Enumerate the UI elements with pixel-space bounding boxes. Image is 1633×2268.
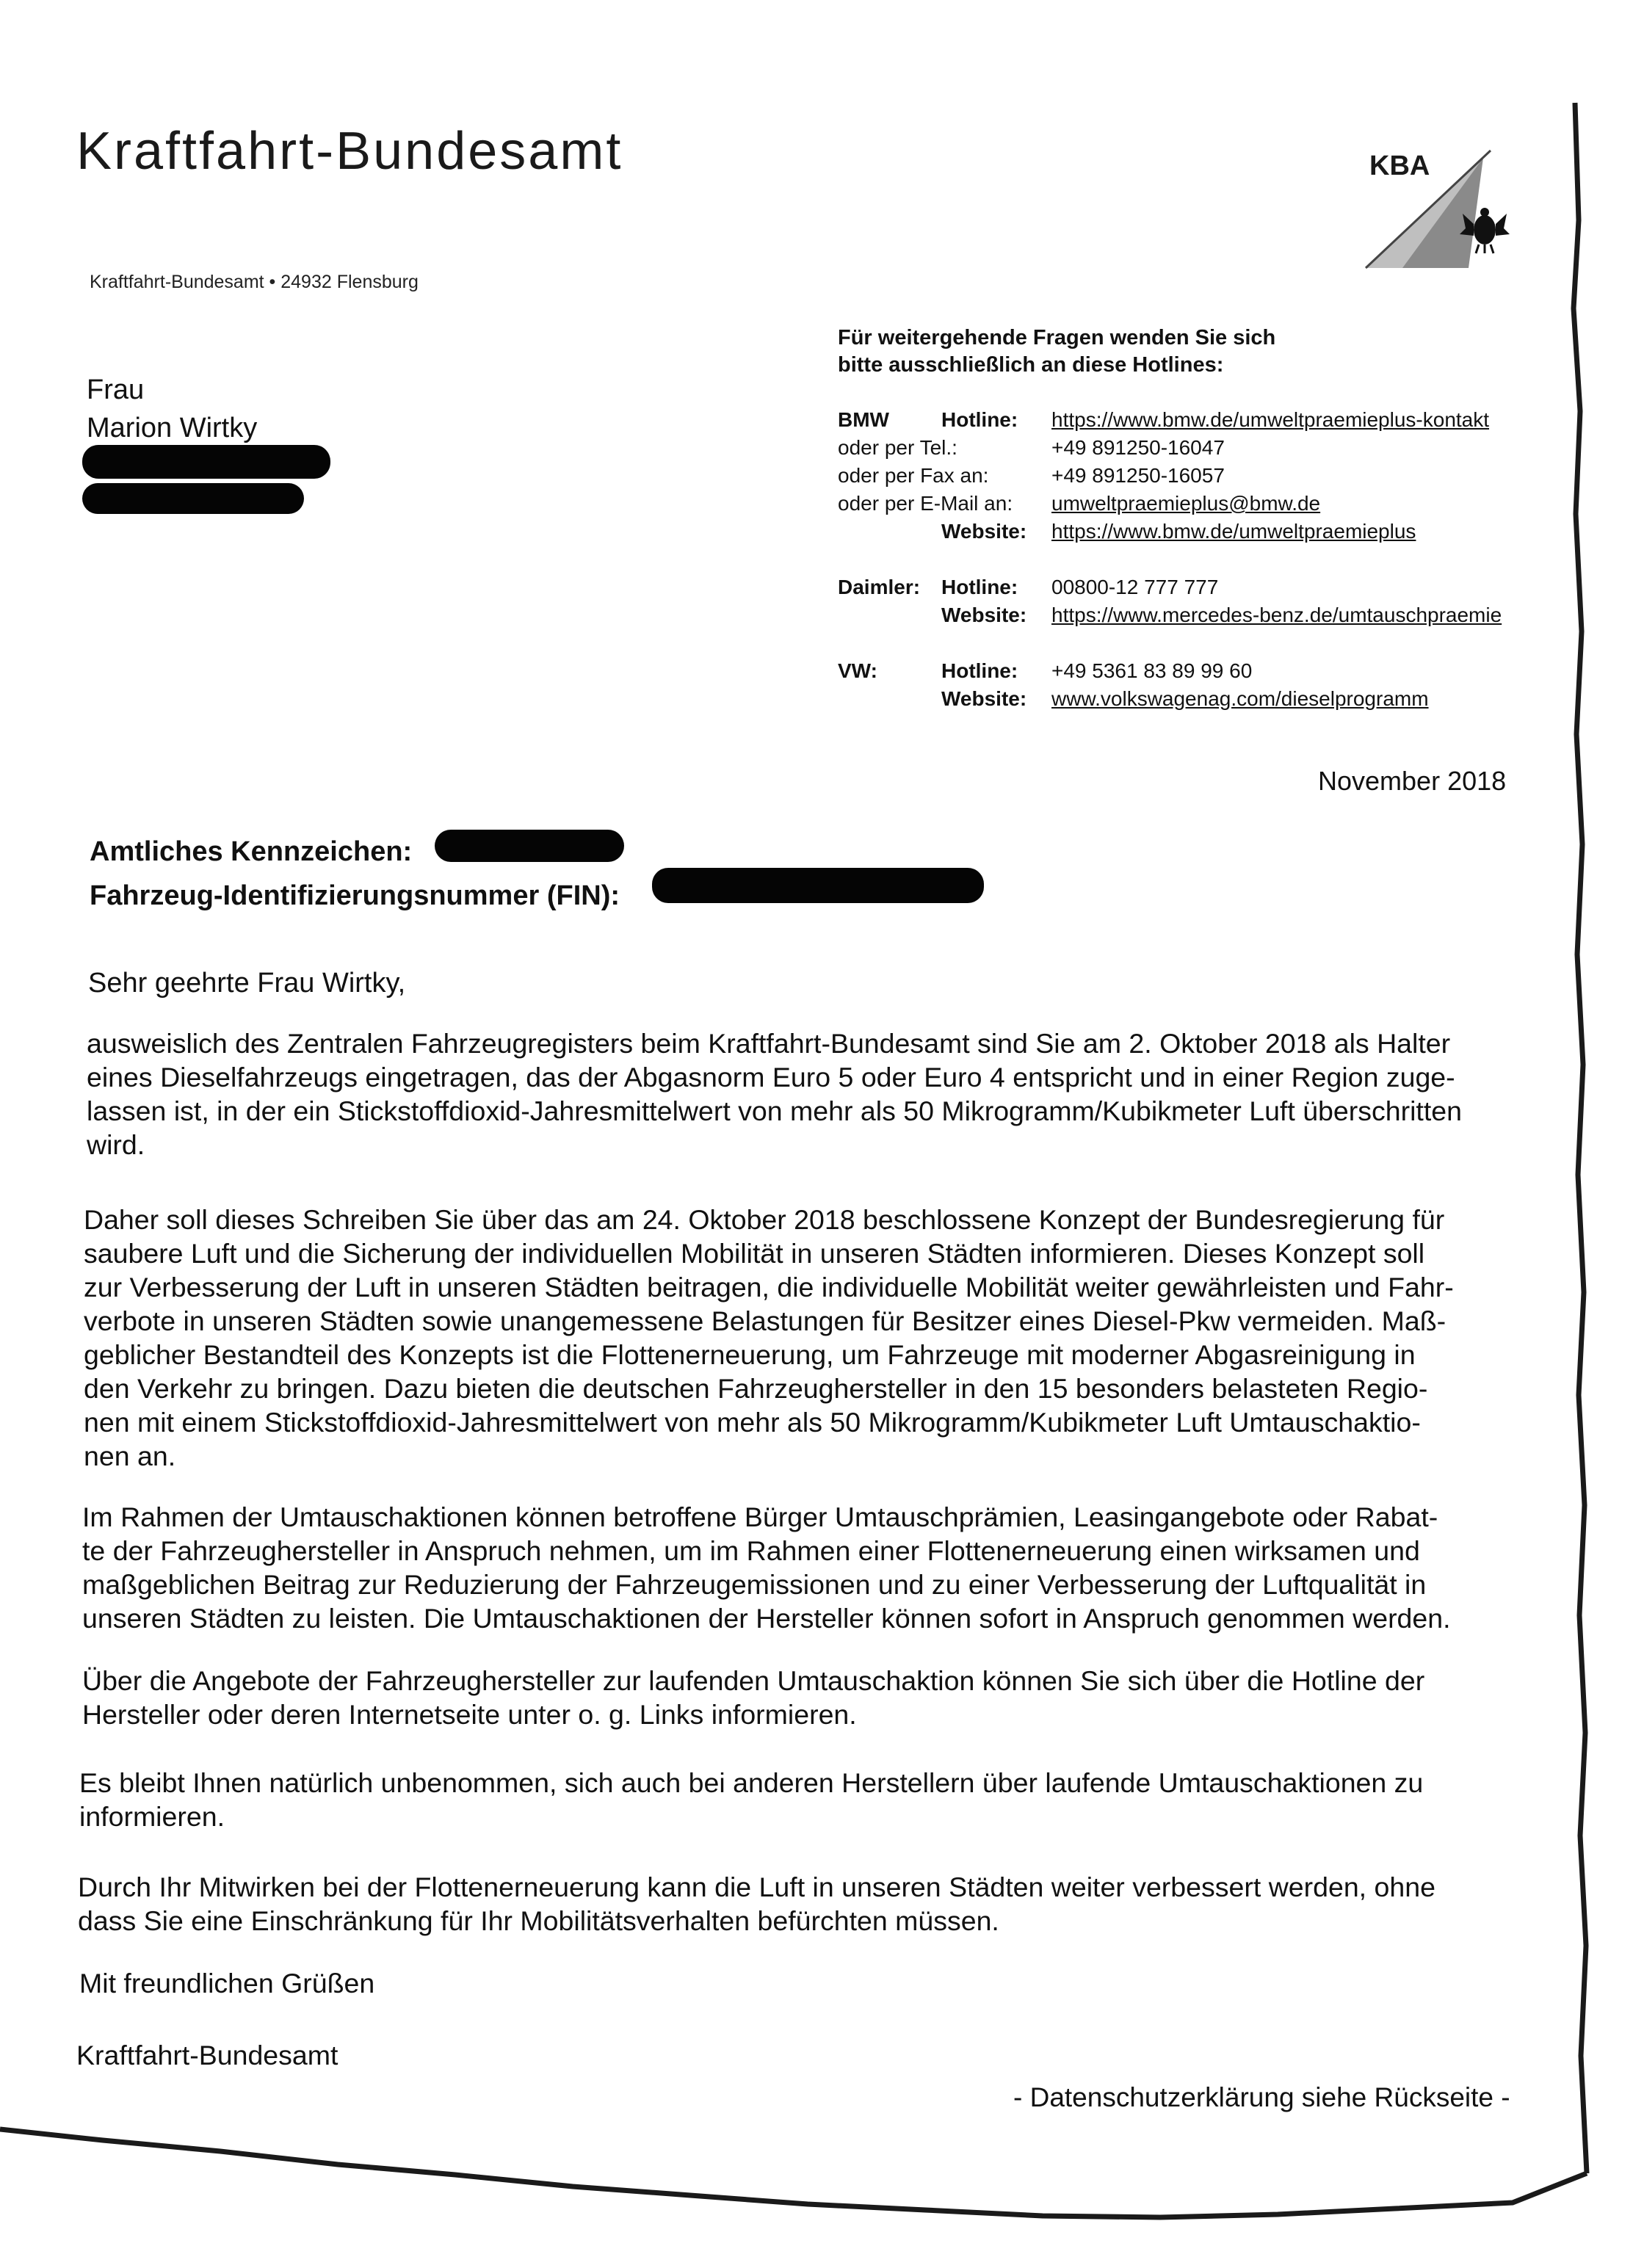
website-label: Website: [941,687,1027,710]
recipient-title: Frau [87,374,145,405]
bmw-hotline-link[interactable]: https://www.bmw.de/umweltpraemieplus-kontakt [1051,408,1490,431]
hotline-label: Hotline: [941,576,1018,598]
website-label: Website: [941,520,1027,543]
vw-hotline-value: +49 5361 83 89 99 60 [1051,659,1253,682]
paragraph-line: Daher soll dieses Schreiben Sie über das am 24. Oktober 2018 beschlossene Konzept der Bundesregierung für [84,1204,1445,1235]
paragraph-2 [84,1203,1574,1473]
brand-vw: VW: [838,659,877,682]
paragraph-line: nen an. [84,1441,176,1471]
redaction-address-street [82,445,330,479]
tel-label: oder per Tel.: [838,436,957,459]
privacy-footer-note: - Datenschutzerklärung siehe Rückseite - [1013,2082,1510,2112]
authority-name: Kraftfahrt-Bundesamt [76,122,623,181]
letter-closing: Mit freundlichen Grüßen [79,1968,375,1999]
fax-label: oder per Fax an: [838,464,989,487]
bmw-email-link[interactable]: umweltpraemieplus@bmw.de [1051,492,1321,515]
redaction-fin [652,868,984,903]
paragraph-line: zur Verbesserung der Luft in unseren Städten beitragen, die individuelle Mobilität weiter gewährleisten und Fahr- [84,1272,1454,1303]
redaction-address-city [82,483,304,514]
bmw-fax-value: +49 891250-16057 [1051,464,1225,487]
letter-date: November 2018 [1318,766,1507,796]
paragraph-4 [82,1664,1573,1731]
hotline-label: Hotline: [941,408,1018,431]
paragraph-line: Es bleibt Ihnen natürlich unbenommen, sich auch bei anderen Herstellern über laufende Umtauschaktionen zu [79,1767,1424,1798]
redaction-license-plate [435,830,624,862]
paragraph-6 [78,1870,1568,1938]
paragraph-line: wird. [87,1129,145,1160]
paragraph-5 [79,1766,1570,1833]
paragraph-line: verbote in unseren Städten sowie unangemessene Belastungen für Besitzer eines Diesel-Pkw vermeiden. Maß- [84,1305,1446,1336]
vw-website-link[interactable]: www.volkswagenag.com/dieselprogramm [1051,687,1429,710]
paragraph-line: ausweislich des Zentralen Fahrzeugregisters beim Kraftfahrt-Bundesamt sind Sie am 2. Oktober 2018 als Halter [87,1028,1451,1059]
fin-label: Fahrzeug-Identifizierungsnummer (FIN): [90,880,620,911]
kba-logo-text: KBA [1369,151,1430,181]
website-label: Website: [941,604,1027,626]
paragraph-line: unseren Städten zu leisten. Die Umtauschaktionen der Hersteller können sofort in Anspruch genommen werden. [82,1603,1451,1634]
hotline-label: Hotline: [941,659,1018,682]
paragraph-line: Im Rahmen der Umtauschaktionen können betroffene Bürger Umtauschprämien, Leasingangebote oder Rabat- [82,1501,1438,1532]
letter-salutation: Sehr geehrte Frau Wirtky, [88,968,406,999]
paragraph-line: Durch Ihr Mitwirken bei der Flottenerneuerung kann die Luft in unseren Städten weiter verbessert werden, ohne [78,1872,1435,1902]
paragraph-1 [87,1026,1577,1162]
plate-label: Amtliches Kennzeichen: [90,836,413,867]
paragraph-3 [82,1500,1573,1635]
bmw-tel-value: +49 891250-16047 [1051,436,1225,459]
recipient-name: Marion Wirtky [87,413,258,443]
paragraph-line: den Verkehr zu bringen. Dazu bieten die deutschen Fahrzeughersteller in den 15 besonders belasteten Regio- [84,1373,1428,1404]
recipient-address [87,371,257,447]
paragraph-line: dass Sie eine Einschränkung für Ihr Mobilitätsverhalten befürchten müssen. [78,1905,999,1936]
hotline-intro-line: Für weitergehende Fragen wenden Sie sich [838,326,1276,349]
paragraph-line: nen mit einem Stickstoffdioxid-Jahresmittelwert von mehr als 50 Mikrogramm/Kubikmeter Luft Umtauschaktio- [84,1407,1421,1438]
daimler-hotline-value: 00800-12 777 777 [1051,576,1219,598]
paragraph-line: informieren. [79,1801,225,1832]
paragraph-line: Hersteller oder deren Internetseite unter o. g. Links informieren. [82,1699,857,1730]
paragraph-line: Über die Angebote der Fahrzeughersteller zur laufenden Umtauschaktion können Sie sich über die Hotline der [82,1665,1425,1696]
paragraph-line: maßgeblichen Beitrag zur Reduzierung der Fahrzeugemissionen und zu einer Verbesserung der Luftqualität in [82,1569,1427,1600]
brand-daimler: Daimler: [838,576,921,598]
hotline-intro [838,325,1275,379]
daimler-website-link[interactable]: https://www.mercedes-benz.de/umtauschpraemie [1051,604,1502,626]
paragraph-line: saubere Luft und die Sicherung der individuellen Mobilität in unseren Städten informieren. Dieses Konzept soll [84,1238,1425,1269]
paragraph-line: te der Fahrzeughersteller in Anspruch nehmen, um im Rahmen einer Flottenerneuerung einen wirksamen und [82,1535,1420,1566]
letter-signoff: Kraftfahrt-Bundesamt [76,2040,338,2070]
email-label: oder per E-Mail an: [838,492,1013,515]
paragraph-line: geblicher Bestandteil des Konzepts ist die Flottenerneuerung, um Fahrzeuge mit moderner Abgasreinigung in [84,1339,1416,1370]
brand-bmw: BMW [838,408,889,431]
hotline-intro-line: bitte ausschließlich an diese Hotlines: [838,353,1224,377]
paragraph-line: eines Dieselfahrzeugs eingetragen, das der Abgasnorm Euro 5 oder Euro 4 entspricht und in einer Region zuge- [87,1062,1455,1093]
paragraph-line: lassen ist, in der ein Stickstoffdioxid-Jahresmittelwert von mehr als 50 Mikrogramm/Kubikmeter Luft überschritten [87,1095,1462,1126]
sender-return-address: Kraftfahrt-Bundesamt • 24932 Flensburg [90,272,419,292]
bmw-website-link[interactable]: https://www.bmw.de/umweltpraemieplus [1051,520,1416,543]
